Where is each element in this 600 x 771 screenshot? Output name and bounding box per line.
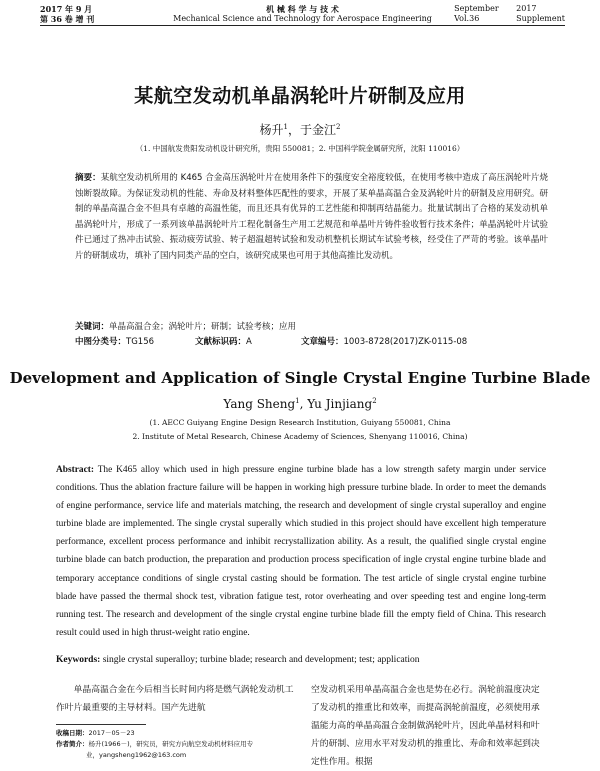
author-bio-value: 杨升(1966－)，研究员，研究方向航空发动机材料应用专 bbox=[88, 740, 254, 748]
abstract-en-text: The K465 alloy which used in high pressure engine turbine blade has a low strength safety margin under service conditions. Thus the ablation fracture failure will be happen in working high pressure turbine blade. In order to meet the demands of engine performance, service life and materials matching, the research and development of single crystal superalloy and engine turbine blade are implemented. The single crystal superally which studied in this project should have excellent high temperature performance, excellent process performance and inhibit recrystallization ability. As a result, the qualified single crystal engine turbine blade can batch production, the preparation and production process specification of ingle crystal engine turbine blade and temporary acceptance conditions of single crystal casting should be formation. The test article of single crystal engine turbine blade have passed the thermal shock test, vibration fatigue test, rotor overheating and over speeding test and engine long-term running test. The research and development of the single crystal engine turbine blade fill the empty field of China. This research result could used in high thrust-weight ratio engine. bbox=[56, 465, 546, 638]
author-cn-1-affil: 1 bbox=[283, 123, 288, 131]
author-en-separator: , bbox=[299, 397, 308, 411]
author-en-2-affil: 2 bbox=[372, 397, 377, 405]
abstract-cn-label: 摘要： bbox=[75, 173, 101, 183]
footnote-received bbox=[56, 728, 302, 738]
author-cn-2: 于金江 bbox=[300, 123, 337, 137]
header-month-en: September bbox=[454, 4, 499, 13]
header-right bbox=[454, 4, 565, 24]
keywords-cn-text: 单晶高温合金；涡轮叶片；研制；试验考核；应用 bbox=[109, 322, 297, 332]
affiliation-en-1: (1. AECC Guiyang Engine Design Research Institution, Guiyang 550081, China bbox=[149, 418, 451, 427]
author-en-1-affil: 1 bbox=[295, 397, 300, 405]
authors-cn bbox=[0, 121, 600, 138]
affiliation-en-2: 2. Institute of Metal Research, Chinese Academy of Sciences, Shenyang 110016, China) bbox=[132, 432, 468, 441]
keywords-en bbox=[56, 655, 546, 665]
clc-number bbox=[75, 335, 154, 347]
author-cn-2-affil: 2 bbox=[336, 123, 341, 131]
abstract-cn-text: 某航空发动机所用的 K465 合金高压涡轮叶片在使用条件下的强度安全裕度较低，在使用考核中造成了高压涡轮叶片烧蚀断裂故障。为保证发动机的性能、寿命及材料整体匹配性的要求，开展了某单晶高温合金及涡轮叶片的研制及应用研究。研制的单晶高温合金不但具有卓越的高温性能，而且还具有优异的工艺性能和抑制再结晶能力。批量试制出了合格的某发动机单晶涡轮叶片，形成了一系列该单晶涡轮叶片工程化制备生产用工艺规范和单晶叶片铸件验收暂行技术条件；单晶涡轮叶片试验件已通过了热冲击试验、振动疲劳试验、转子超温超转试验和发动机整机长期试车试验考核，经受住了严苛的考验。该单晶叶片的研制成功，填补了国内同类产品的空白，该研究成果也可用于其他高推比发动机。 bbox=[75, 173, 548, 261]
running-header bbox=[40, 4, 565, 26]
header-journal-en: Mechanical Science and Technology for Aerospace Engineering bbox=[173, 14, 432, 23]
doc-value: A bbox=[246, 337, 252, 347]
header-volume-issue: 第 36 卷 增 刊 bbox=[40, 14, 95, 24]
authors-en bbox=[0, 397, 600, 411]
body-left-column: 单晶高温合金在今后相当长时间内将是燃气涡轮发动机工作叶片最重要的主导材料。国产先进航 bbox=[56, 685, 294, 713]
doc-code bbox=[195, 335, 252, 347]
footnote-author bbox=[56, 739, 302, 749]
keywords-en-text: single crystal superalloy; turbine blade; research and development; test; application bbox=[100, 655, 420, 665]
header-journal-cn: 机 械 科 学 与 技 术 bbox=[266, 4, 339, 14]
footnote-email: 业，yangsheng1962@163.com bbox=[86, 751, 187, 759]
abstract-en-label: Abstract: bbox=[56, 465, 95, 475]
paper-title-cn: 某航空发动机单晶涡轮叶片研制及应用 bbox=[134, 85, 466, 107]
author-cn-separator: ， bbox=[287, 123, 300, 137]
header-rule bbox=[40, 25, 565, 26]
keywords-cn bbox=[75, 320, 555, 332]
header-supplement-en: Supplement bbox=[516, 14, 565, 23]
author-en-2: Yu Jinjiang bbox=[307, 397, 373, 411]
header-vol-en: Vol.36 bbox=[454, 14, 480, 23]
article-value: 1003-8728(2017)ZK-0115-08 bbox=[343, 337, 468, 347]
header-year-en: 2017 bbox=[516, 4, 537, 13]
keywords-en-label: Keywords: bbox=[56, 655, 101, 665]
author-en-1: Yang Sheng bbox=[223, 397, 296, 411]
author-cn-1: 杨升 bbox=[259, 123, 284, 137]
article-label: 文章编号： bbox=[301, 337, 344, 347]
paper-title-en: Development and Application of Single Crystal Engine Turbine Blade bbox=[9, 369, 591, 387]
received-value: 2017－05－23 bbox=[88, 729, 135, 737]
footnote-rule bbox=[56, 724, 146, 725]
body-right-column: 空发动机采用单晶高温合金也是势在必行。涡轮前温度决定了发动机的推重比和效率，而提高涡轮前温度，必须使用承温能力高的单晶高温合金制做涡轮叶片，因此单晶材料和叶片的研制、应用水平对发动机的推重比、寿命和效率起到决定性作用。根据 bbox=[311, 685, 540, 767]
clc-label: 中图分类号： bbox=[75, 337, 127, 347]
abstract-en bbox=[56, 461, 546, 642]
author-bio-label: 作者简介： bbox=[56, 740, 89, 748]
header-year-month: 2017 年 9 月 bbox=[40, 4, 93, 14]
doc-label: 文献标识码： bbox=[195, 337, 247, 347]
article-number bbox=[301, 335, 467, 347]
keywords-cn-label: 关键词： bbox=[75, 322, 110, 332]
affiliations-cn: （1. 中国航发贵阳发动机设计研究所，贵阳 550081；2. 中国科学院金属研究所，沈阳 110016） bbox=[135, 144, 465, 153]
clc-value: TG156 bbox=[126, 337, 155, 347]
abstract-cn bbox=[75, 171, 548, 265]
received-label: 收稿日期： bbox=[56, 729, 89, 737]
